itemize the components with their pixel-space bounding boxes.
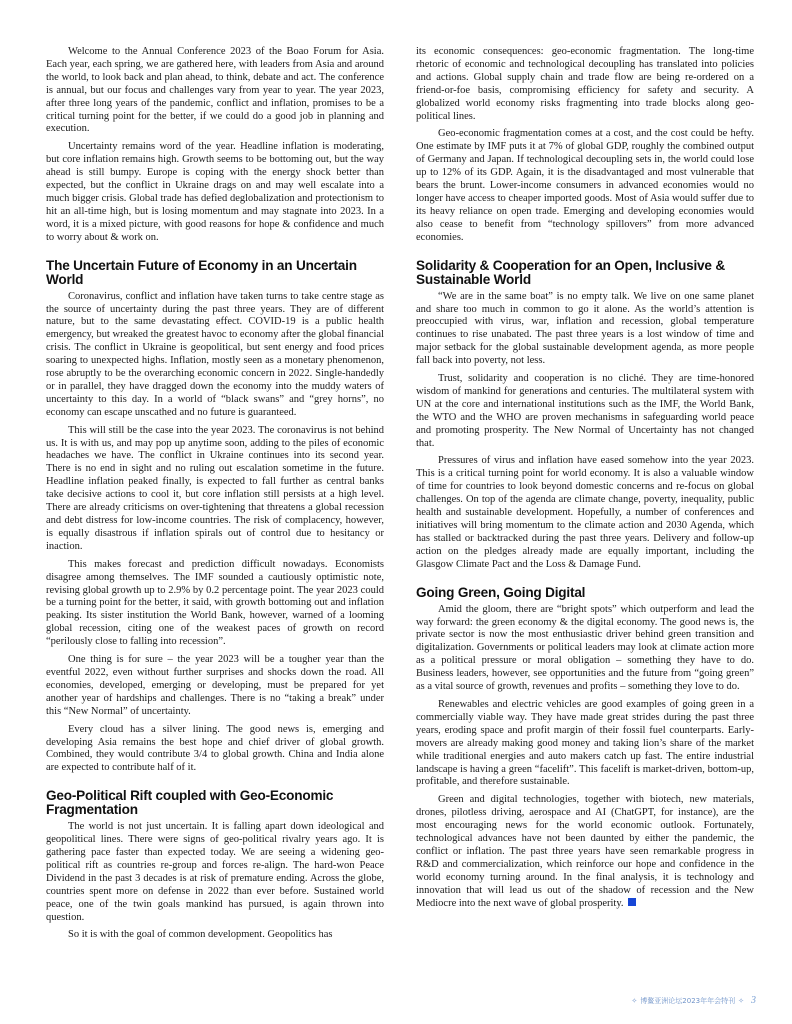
section-heading: Solidarity & Cooperation for an Open, Inclusive & Sustainable World [416,257,725,287]
section-heading: Geo-Political Rift coupled with Geo-Economic Fragmentation [46,788,334,818]
star-icon: ✧ [738,996,744,1005]
body-paragraph: One thing is for sure – the year 2023 will be a tougher year than the eventful 2022, even without further surprises and shocks down the road. All economies, developed, emerging or developing, must be prepared for yet another year of hardships and challenges. There is no “taking a break” under this “New Normal” of uncertainty. [46,654,384,717]
publication-title: 博鳌亚洲论坛2023年年会特刊 [640,996,736,1005]
body-paragraph-final [416,794,754,910]
body-paragraph: Geo-economic fragmentation comes at a cost, and the cost could be hefty. One estimate by IMF puts it at 7% of global GDP, roughly the combined output of Germany and Japan. If technological decoupling sets in, the world could lose up to 12% of its GDP. Again, it is the disadvantaged and most vulnerable that bears the brunt. Lower-income consumers in advanced economies would no longer have access to cheaper imported goods. Most of Asia would suffer due to its heavy reliance on open trade. Emerging and developing economies would also cease to benefit from “technology spillovers” from more advanced economies. [416,128,754,243]
body-paragraph: Coronavirus, conflict and inflation have taken turns to take centre stage as the source of uncertainty during the past three years. They are of different nature, but to the same devastating effect. COVID-19 is a public health emergency, but wreaked the greatest havoc to economy after the global financial crisis. The conflict in Ukraine is geopolitical, but sent energy and food prices soaring to unexpected highs. Inflation, mostly seen as a monetary phenomenon, rose abruptly to be the overarching economic concern in 2022. Single-handedly or in parallel, they have dragged down the economy into the muddy waters of uncertainty to this day. In a world of “black swans” and “grey horns”, no economy can escape unscathed and no future is guaranteed. [46,290,384,418]
page-footer [616,995,756,1006]
section-heading: The Uncertain Future of Economy in an Uncertain World [46,257,357,287]
body-paragraph: Trust, solidarity and cooperation is no cliché. They are time-honored wisdom of mankind for generations and centuries. The multilateral system with UN at the core and international institutions such as the IMF, the World Bank, the WTO and the WHO are proven mechanisms in safeguarding world peace and promoting prosperity. The New Normal of Uncertainty has not changed that. [416,373,754,449]
body-paragraph: Every cloud has a silver lining. The good news is, emerging and developing Asia remains the best hope and chief driver of global growth. Combined, they would contribute 3/4 to global growth. China and India alone are expected to contribute half of it. [46,723,384,774]
body-paragraph: So it is with the goal of common development. Geopolitics has [68,929,333,941]
left-column [46,46,384,947]
section-heading: Going Green, Going Digital [416,584,586,600]
intro-paragraph: Welcome to the Annual Conference 2023 of the Boao Forum for Asia. Each year, each spring, we are gathered here, with leaders from Asia and around the world, to look back and plan ahead, to think, debate and act. The conference is annual, but our focus and challenges vary from year to year. The year 2023, after three long years of the pandemic, conflict and inflation, promises to be a critical turning point for the better, if we could do a good job in planning and execution. [46,46,384,135]
body-paragraph: Renewables and electric vehicles are good examples of going green in a commercially viable way. They have made great strides during the past three years, eroding space and profit margin of their fossil fuel counterparts. Early-movers are already making good money and taking lion’s share of the market while traditional energies and auto makers catch up fast. The entire industrial landscape is having a green “facelift”. This facelift is market-driven, bottom-up, profitable, and therefore sustainable. [416,698,754,788]
body-paragraph: Amid the gloom, there are “bright spots” which outperform and lead the way forward: the green economy & the digital economy. The good news is, the private sector is now the most enthusiastic driver behind green transition and digitalization. Governments or political leaders may look at climate action more as a political pressure or moral obligation – something they have to do. Business leaders, however, see opportunities and the future from “going green” as a vital source of growth, revenues and profits – something they love to do. [416,603,754,693]
body-paragraph: “We are in the same boat” is no empty talk. We live on one same planet and share too much in common to go it alone. As the world’s attention is preoccupied with virus, war, inflation and recession, global temperature continues to rise unabated. The past three years is a lost window of time and major setback for the global sustainable development agenda, as more people fall back into poverty, not less. [416,290,754,367]
body-paragraph: The world is not just uncertain. It is falling apart down ideological and geopolitical lines. There were signs of geo-political rivalry years ago. It is gathering pace faster than expected today. We are seeing a widening geo-political rift as countries re-group and forces re-align. The hard-won Peace Dividend in the past 3 decades is at risk of premature ending. Across the globe, countries spent more on defense in 2022 than ever before. Sustained world peace, one of the twin goals mankind has pursued, is again thrown into question. [46,821,384,923]
body-paragraph: This will still be the case into the year 2023. The coronavirus is not behind us. It is with us, and may pop up anytime soon, adding to the piles of economic headaches we have. The conflict in Ukraine continues into its second year. There is no end in sight and no ruling out escalation sometime in the future. Headline inflation peaked finally, is expected to fall further as central banks take decisive actions to cool it, but core inflation still persists at a high level. There are already criticisms on over-tightening that threatens a global recession and debt distress for low-income countries. The risk of complacency, however, is equally disastrous if inflation spirals out of control due to hesitancy or inaction. [46,424,384,552]
end-mark-square-icon [628,898,636,906]
final-paragraph-text: Green and digital technologies, together with biotech, new materials, drones, pilotless driving, aerospace and AI (ChatGPT, for instance), are the most encouraging news for the world economic outlook. Fortunately, technological advances have not been daunted by either the pandemic, the conflict or inflation. The past three years have seen remarkable progress in R&D and commercialization, which reinforce our hope and confidence in the world economy turning around. In the final analysis, it is technology and innovation that will lead us out of the shadow of recession and the New Mediocre into the next wave of global prosperity. [416,794,754,909]
intro-paragraph: Uncertainty remains word of the year. Headline inflation is moderating, but core inflation remains high. Growth seems to be bottoming out, but the way ahead is still bumpy. Europe is coping with the energy shock better than expected, but the conflict in Ukraine drags on and may well escalate into a much bigger crisis. Global trade has defied deglobalization and protectionism to hit an all-time high, but is losing momentum and may stagnate into 2023. In a word, it is a mixed picture, with good reasons for hope & confidence and much to worry about & work on. [46,141,384,243]
right-column [416,46,754,915]
body-paragraph: Pressures of virus and inflation have eased somehow into the year 2023. This is a critical turning point for world economy. It is also a valuable window of time for countries to look beyond domestic concerns and re-focus on global challenges. On top of the agenda are climate change, poverty, inequality, public health and sustainable development. Hopefully, a number of conferences and initiatives will bring momentum to the climate action and 2030 Agenda, which has stalled or backtracked during the past three years. Delivery and follow-up action on the pledges already made are equally important, including the Glasgow Climate Pact and the Loss & Damage Fund. [416,455,754,570]
star-icon: ✧ [631,996,638,1005]
body-paragraph: This makes forecast and prediction difficult nowadays. Economists disagree among themselves. The IMF sounded a cautiously optimistic note, revising global growth up to 2.9% by 0.2 percentage point. The year 2023 could be a turning point for the better, it said, with growth bottoming out and inflation peaking. Its sister institution the World Bank, however, warned of a looming global recession, citing one of the weakest paces of growth on record “perilously close to falling into recession”. [46,558,384,648]
page-number: 3 [751,995,756,1006]
body-paragraph: its economic consequences: geo-economic fragmentation. The long-time rhetoric of economic and technological decoupling has translated into policies and actions. Global supply chain and trade flow are being re-ordered on a friend-or-foe basis, compromising efficiency for safety and security. A globalized world economy risks fragmenting into trade blocks along geo-political lines. [416,46,754,122]
